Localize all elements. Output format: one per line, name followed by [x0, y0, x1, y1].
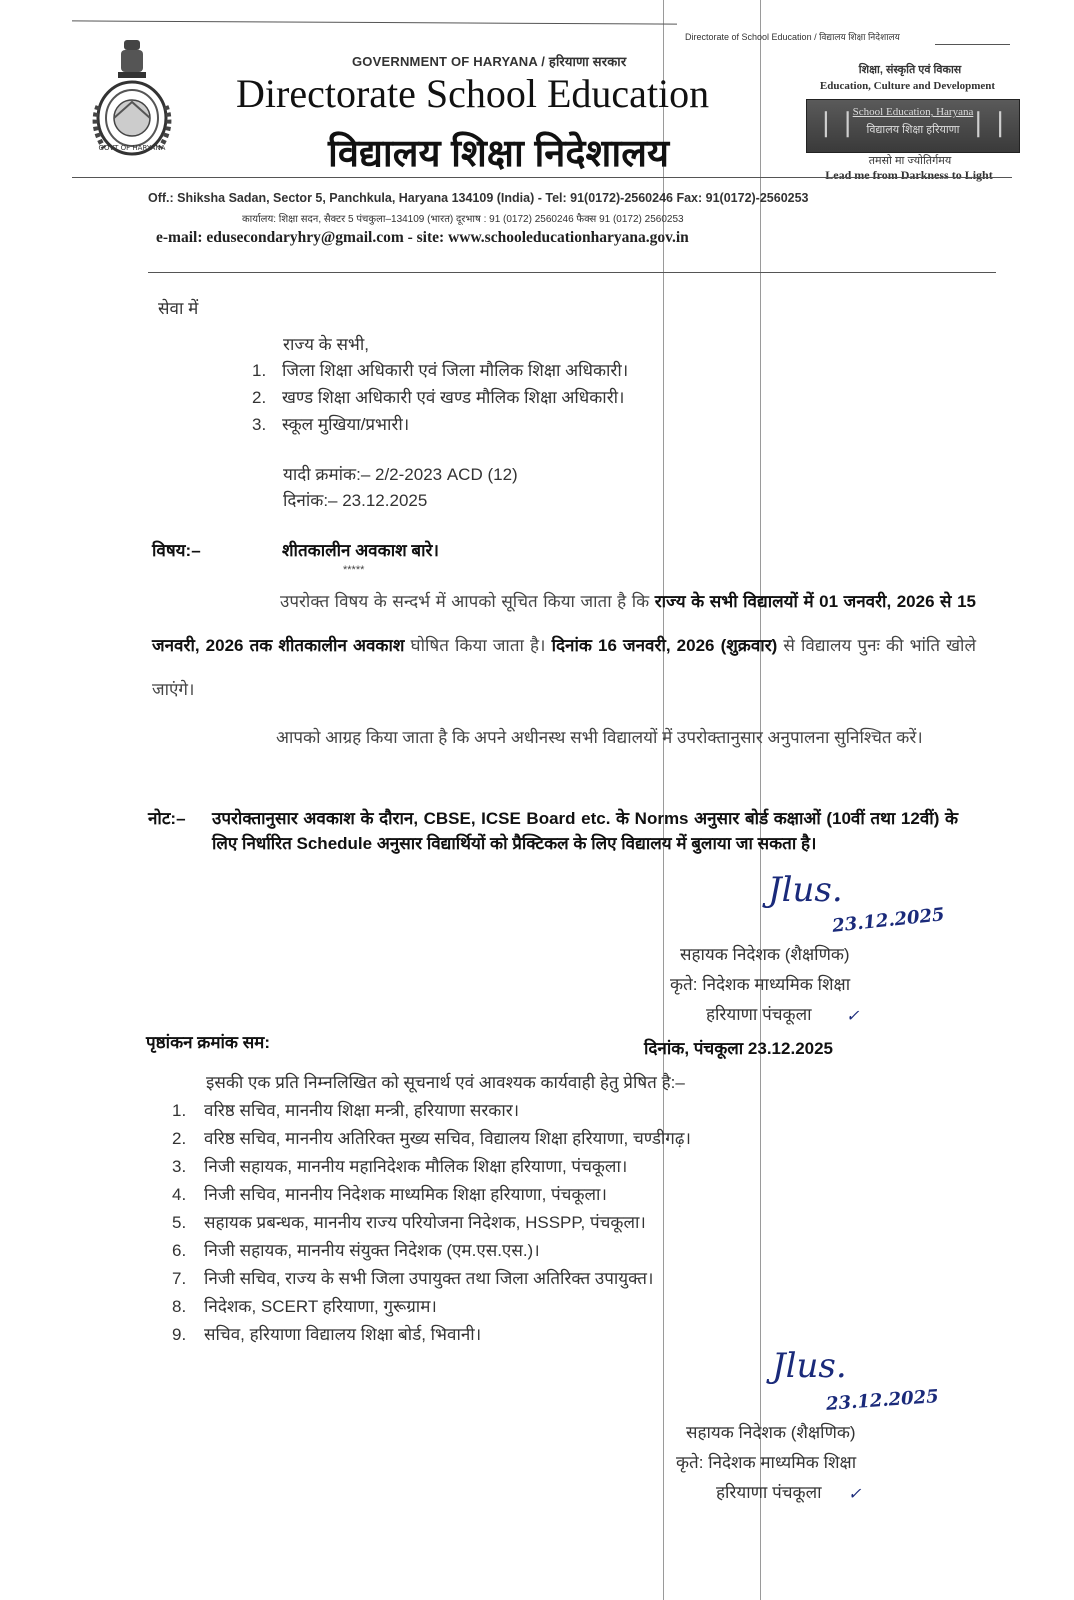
list-item: 3. निजी सहायक, माननीय महानिदेशक मौलिक शिक्षा हरियाणा, पंचकूला। — [172, 1157, 628, 1176]
signatory-designation: सहायक निदेशक (शैक्षणिक) — [686, 1423, 856, 1442]
government-label: GOVERNMENT OF HARYANA / हरियाणा सरकार — [352, 54, 627, 69]
motto-english: Lead me from Darkness to Light — [825, 168, 993, 182]
address-english: Off.: Shiksha Sadan, Sector 5, Panchkula, Haryana 134109 (India) - Tel: 91(0172)-2560246 Fax: 91(0172)-2560253 — [148, 191, 809, 205]
signature-scribble: Jlus. — [772, 1346, 847, 1386]
signatory-designation: सहायक निदेशक (शैक्षणिक) — [680, 945, 850, 964]
subject-text: शीतकालीन अवकाश बारे। — [282, 541, 439, 560]
separator-stars: ***** — [343, 564, 365, 576]
copy-to-list — [172, 1098, 691, 1350]
endorsement-label: पृष्ठांकन क्रमांक सम: — [146, 1033, 271, 1052]
tagline-english: Education, Culture and Development — [819, 80, 996, 92]
note-text: उपरोक्तानुसार अवकाश के दौरान, CBSE, ICSE Board etc. के Norms अनुसार बोर्ड कक्षाओं (10वीं तथा 12वीं) के लिए निर्धारित Schedule अनुसार विद्यार्थियों को प्रैक्टिकल के लिए विद्यालय में बुलाया जा सकता है। — [212, 809, 958, 853]
header-rule-top — [72, 20, 677, 24]
initial-mark-icon: ✓ — [848, 1484, 862, 1503]
endorsement-intro: इसकी एक प्रति निम्नलिखित को सूचनार्थ एवं आवश्यक कार्यवाही हेतु प्रेषित है:– — [206, 1073, 685, 1092]
list-item: 1. जिला शिक्षा अधिकारी एवं जिला मौलिक शिक्षा अधिकारी। — [252, 361, 629, 380]
signatory-for: कृते: निदेशक माध्यमिक शिक्षा — [670, 975, 851, 994]
banner-hindi: विद्यालय शिक्षा हरियाणा — [866, 124, 960, 136]
signature-date: 23.12.2025 — [825, 1386, 940, 1415]
signature-scribble: Jlus. — [768, 870, 843, 910]
signature-date: 23.12.2025 — [831, 904, 946, 937]
motto-hindi: तमसो मा ज्योतिर्गमय — [868, 155, 952, 167]
list-item: 4. निजी सचिव, माननीय निदेशक माध्यमिक शिक्षा हरियाणा, पंचकूला। — [172, 1185, 607, 1204]
memo-number: यादी क्रमांक:– 2/2-2023 ACD (12) — [283, 465, 518, 484]
quote-left-icon: ❘❘ — [815, 108, 859, 138]
note-label: नोट:– — [148, 809, 186, 828]
subject-label: विषय:– — [152, 541, 201, 560]
list-item: 2. वरिष्ठ सचिव, माननीय अतिरिक्त मुख्य सचिव, विद्यालय शिक्षा हरियाणा, चण्डीगढ़। — [172, 1129, 691, 1148]
list-item: 1. वरिष्ठ सचिव, माननीय शिक्षा मन्त्री, हरियाणा सरकार। — [172, 1101, 520, 1120]
header-rule-bottom — [148, 272, 996, 273]
signatory-place: हरियाणा पंचकूला — [706, 1005, 812, 1024]
endorsement-date: दिनांक, पंचकूला 23.12.2025 — [644, 1039, 834, 1058]
addressee-intro: राज्य के सभी, — [283, 335, 370, 354]
signatory-for: कृते: निदेशक माध्यमिक शिक्षा — [676, 1453, 857, 1472]
haryana-emblem-icon — [84, 36, 180, 160]
list-item: 3. स्कूल मुखिया/प्रभारी। — [252, 415, 410, 434]
svg-text:GOVT OF HARYANA: GOVT OF HARYANA — [98, 144, 166, 152]
initial-mark-icon: ✓ — [846, 1006, 860, 1025]
body-paragraph-2: आपको आग्रह किया जाता है कि अपने अधीनस्थ सभी विद्यालयों में उपरोक्तानुसार अनुपालना सुनिश्चित करें। — [276, 728, 923, 747]
list-item: 9. सचिव, हरियाणा विद्यालय शिक्षा बोर्ड, भिवानी। — [172, 1325, 482, 1344]
body-paragraph-1: उपरोक्त विषय के सन्दर्भ में आपको सूचित किया जाता है कि राज्य के सभी विद्यालयों में 01 जनवरी, 2026 से 15 जनवरी, 2026 तक शीतकालीन अवकाश घोषित किया जाता है। दिनांक 16 जनवरी, 2026 (शुक्रवार) से विद्यालय पुनः की भांति खोले जाएंगे। — [152, 592, 976, 699]
signatory-place: हरियाणा पंचकूला — [716, 1483, 822, 1502]
scan-fold-line — [760, 0, 761, 1600]
contact-line: e-mail: edusecondaryhry@gmail.com - site: www.schooleducationharyana.gov.in — [156, 229, 689, 246]
tagline-hindi: शिक्षा, संस्कृति एवं विकास — [858, 64, 962, 76]
memo-date: दिनांक:– 23.12.2025 — [283, 491, 428, 510]
addressee-list — [252, 358, 628, 439]
school-education-banner — [806, 99, 1020, 153]
top-tag: Directorate of School Education / विद्यालय शिक्षा निदेशालय — [685, 32, 900, 42]
salutation: सेवा में — [158, 299, 199, 318]
list-item: 8. निदेशक, SCERT हरियाणा, गुरूग्राम। — [172, 1297, 437, 1316]
quote-right-icon: ❘❘ — [967, 108, 1011, 138]
list-item: 2. खण्ड शिक्षा अधिकारी एवं खण्ड मौलिक शिक्षा अधिकारी। — [252, 388, 625, 407]
header-rule-top-right — [935, 44, 1010, 45]
list-item: 7. निजी सचिव, राज्य के सभी जिला उपायुक्त तथा जिला अतिरिक्त उपायुक्त। — [172, 1269, 654, 1288]
address-hindi: कार्यालय: शिक्षा सदन, सैक्टर 5 पंचकुला–134109 (भारत) दूरभाष : 91 (0172) 2560246 फैक्स 91 (0172) 2560253 — [242, 214, 684, 225]
title-english: Directorate School Education — [236, 71, 710, 116]
header-rule — [72, 177, 1012, 178]
title-hindi: विद्यालय शिक्षा निदेशालय — [328, 133, 670, 175]
list-item: 5. सहायक प्रबन्धक, माननीय राज्य परियोजना निदेशक, HSSPP, पंचकूला। — [172, 1213, 646, 1232]
list-item: 6. निजी सहायक, माननीय संयुक्त निदेशक (एम.एस.एस.)। — [172, 1241, 540, 1260]
banner-english: School Education, Haryana — [852, 106, 974, 118]
